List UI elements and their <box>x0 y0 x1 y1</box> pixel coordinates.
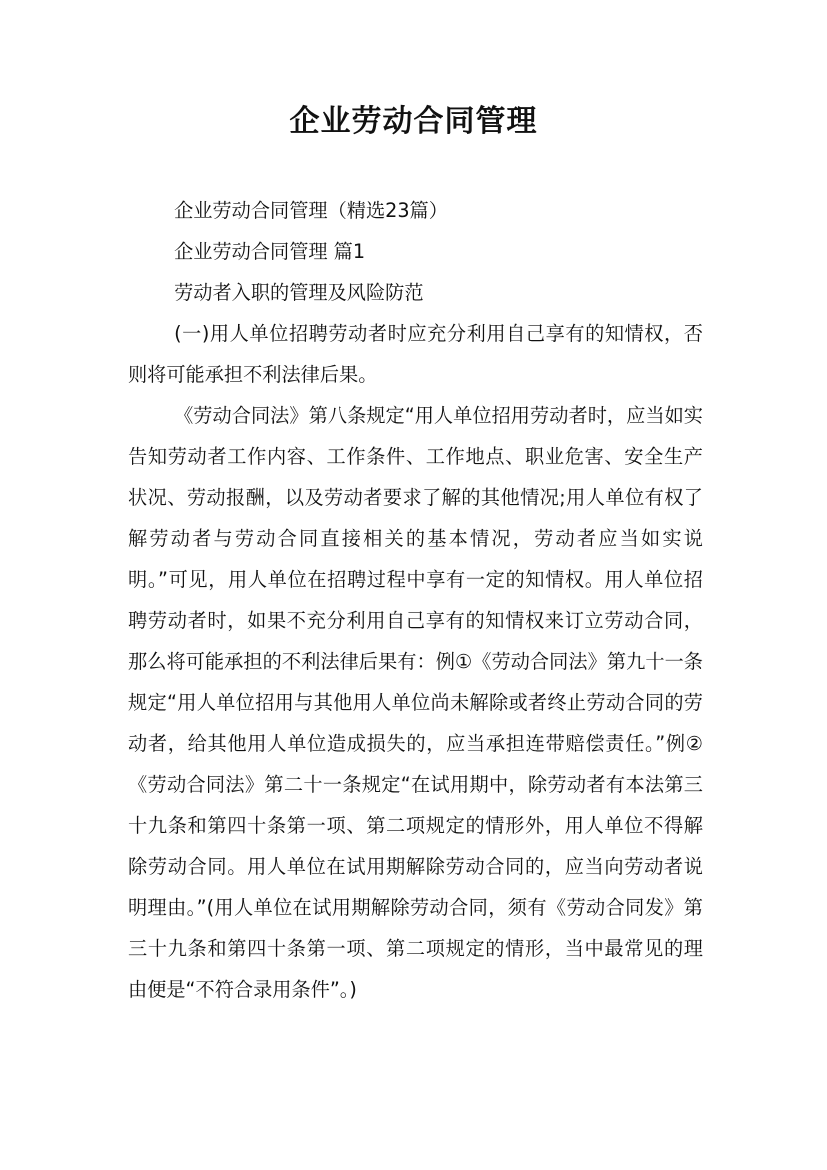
paragraph-section-heading: 企业劳动合同管理 篇1 <box>174 240 366 263</box>
paragraph-law-article: 《劳动合同法》第八条规定“用人单位招用劳动者时，应当如实告知劳动者工作内容、工作条件、工作地点、职业危害、安全生产状况、劳动报酬，以及劳动者要求了解的其他情况;用人单位有权了解劳动者与劳动合同直接相关的基本情况，劳动者应当如实说明。”可见，用人单位在招聘过程中享有一定的知情权。用人单位招聘劳动者时，如果不充分利用自己享有的知情权来订立劳动合同，那么将可能承担的不利法律后果有：例①《劳动合同法》第九十一条规定“用人单位招用与其他用人单位尚未解除或者终止劳动合同的劳动者，给其他用人单位造成损失的，应当承担连带赔偿责任。”例②《劳动合同法》第二十一条规定“在试用期中，除劳动者有本法第三十九条和第四十条第一项、第二项规定的情形外，用人单位不得解除劳动合同。用人单位在试用期解除劳动合同的，应当向劳动者说明理由。”(用人单位在试用期解除劳动合同，须有《劳动合同发》第三十九条和第四十条第一项、第二项规定的情形，当中最常见的理由便是“不符合录用条件”。) <box>128 404 703 1001</box>
document-body <box>128 190 703 1010</box>
paragraph-point-one: (一)用人单位招聘劳动者时应充分利用自己享有的知情权，否则将可能承担不利法律后果。 <box>128 322 703 386</box>
paragraph-topic-heading: 劳动者入职的管理及风险防范 <box>174 281 424 304</box>
document-title: 企业劳动合同管理 <box>289 104 538 139</box>
paragraph-subtitle: 企业劳动合同管理（精选23篇） <box>174 199 448 222</box>
